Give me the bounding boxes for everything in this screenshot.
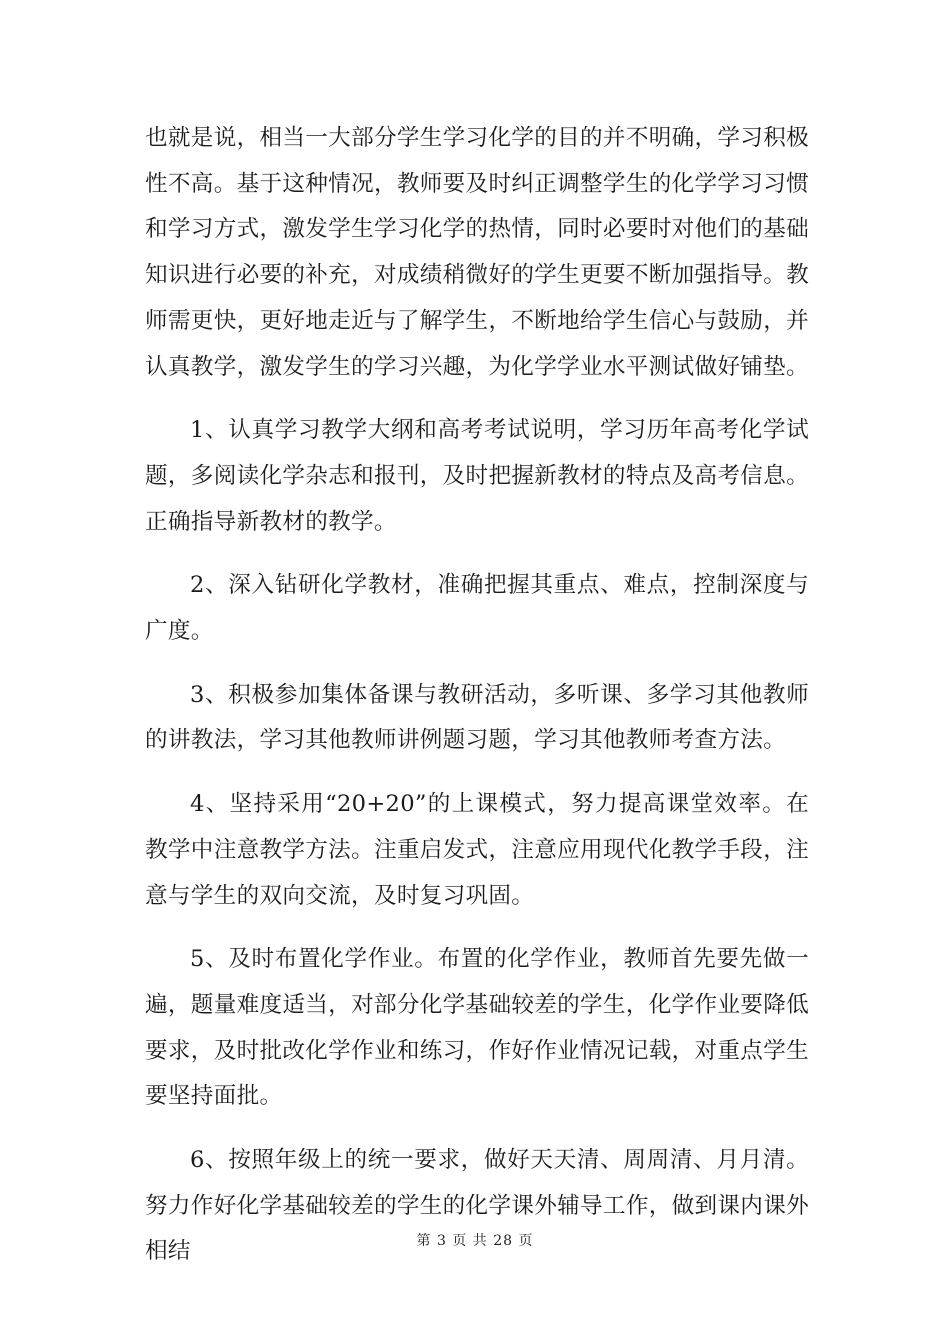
- paragraph-continuation: 也就是说，相当一大部分学生学习化学的目的并不明确，学习积极性不高。基于这种情况，教师要及时纠正调整学生的化学学习习惯和学习方式，激发学生学习化学的热情，同时必要时对他们的基础知识进行必要的补充，对成绩稍微好的学生更要不断加强指导。教师需更快，更好地走近与了解学生，不断地给学生信心与鼓励，并认真教学，激发学生的学习兴趣，为化学学业水平测试做好铺垫。: [145, 125, 809, 380]
- paragraph-item-4: 4、坚持采用“20+20”的上课模式，努力提高课堂效率。在教学中注意教学方法。注重启发式，注意应用现代化教学手段，注意与学生的双向交流，及时复习巩固。: [145, 791, 809, 909]
- paragraph-item-3: 3、积极参加集体备课与教研活动，多听课、多学习其他教师的讲教法，学习其他教师讲例题习题，学习其他教师考查方法。: [145, 681, 809, 754]
- paragraph-item-6: 6、按照年级上的统一要求，做好天天清、周周清、月月清。努力作好化学基础较差的学生的化学课外辅导工作，做到课内课外相结: [145, 1147, 809, 1265]
- paragraph-item-1: 1、认真学习教学大纲和高考考试说明，学习历年高考化学试题，多阅读化学杂志和报刊，及时把握新教材的特点及高考信息。正确指导新教材的教学。: [145, 417, 809, 535]
- page-number-footer: 第 3 页 共 28 页: [416, 1233, 534, 1249]
- document-body: [145, 116, 809, 1275]
- paragraph-item-2: 2、深入钻研化学教材，准确把握其重点、难点，控制深度与广度。: [145, 572, 809, 645]
- paragraph-item-5: 5、及时布置化学作业。布置的化学作业，教师首先要先做一遍，题量难度适当，对部分化学基础较差的学生，化学作业要降低要求，及时批改化学作业和练习，作好作业情况记载，对重点学生要坚持面批。: [145, 946, 809, 1110]
